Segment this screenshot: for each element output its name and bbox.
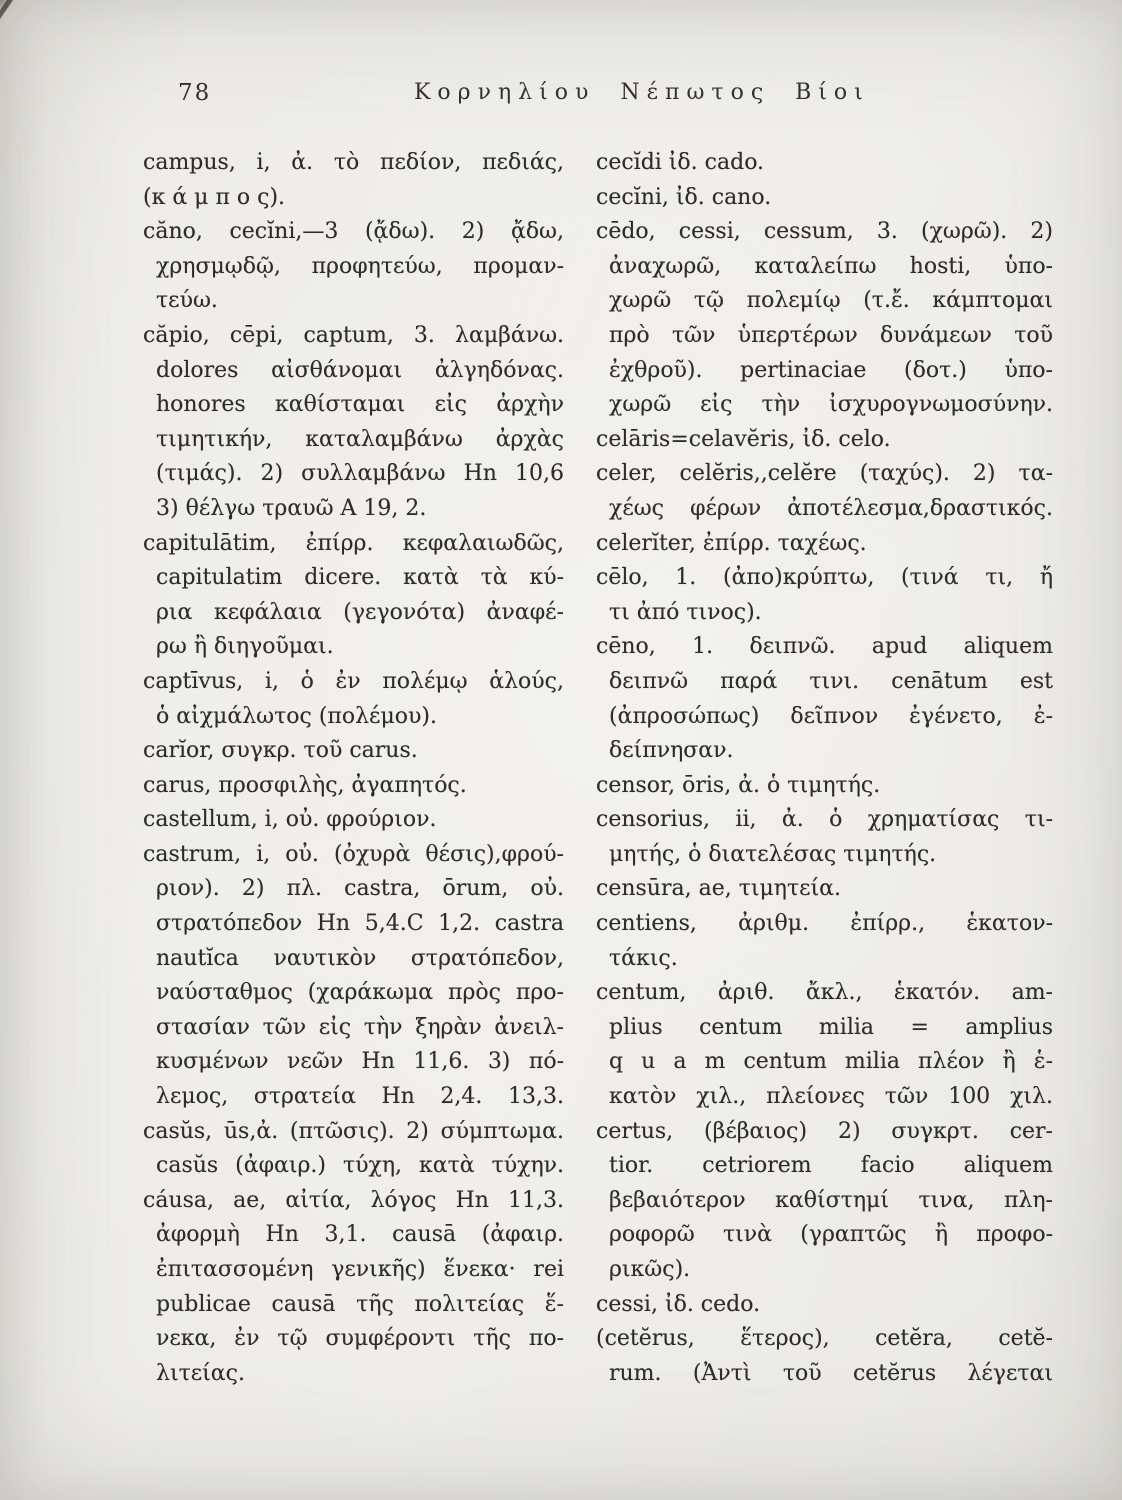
text-line: 3) θέλγω τραυῶ Α 19, 2. <box>156 495 427 521</box>
text-line: δειπνῶ παρά τινι. cenātum est <box>609 668 1053 694</box>
text-line: (ἀπροσώπως) δεῖπνον ἐγένετο, ἐ- <box>609 703 1053 729</box>
text-line: cecĭni, ἰδ. cano. <box>596 184 772 210</box>
text-line: ναύσταθμος (χαράκωμα πρὸς προ- <box>156 980 564 1006</box>
text-line: celāris=celavĕris, ἰδ. celo. <box>596 426 891 452</box>
text-line: publicae causā τῆς πολιτείας ἕ- <box>156 1291 564 1317</box>
text-line: rum. (Ἀντὶ τοῦ cetĕrus λέγεται <box>609 1360 1053 1386</box>
text-line: cēlo, 1. (ἀπο)κρύπτω, (τινά τι, ἤ <box>596 565 1053 591</box>
text-line: τάκις. <box>609 945 678 971</box>
text-line: πρὸ τῶν ὑπερτέρων δυνάμεων τοῦ <box>609 322 1053 348</box>
text-line: χέως φέρων ἀποτέλεσμα,δραστικός. <box>609 495 1053 521</box>
text-line: centum, ἀριθ. ἄκλ., ἑκατόν. am- <box>596 980 1053 1006</box>
text-line: λεμος, στρατεία Hn 2,4. 13,3. <box>156 1084 564 1110</box>
running-title: Κορνηλίου Νέπωτος Βίοι <box>414 80 870 105</box>
text-line: casŭs (ἀφαιρ.) τύχη, κατὰ τύχην. <box>156 1153 564 1179</box>
text-line: căpio, cēpi, captum, 3. λαμβάνω. <box>143 322 564 348</box>
text-line: ριον). 2) πλ. castra, ōrum, οὐ. <box>156 876 564 902</box>
dictionary-column-left <box>143 146 564 1391</box>
text-line: χωρῶ εἰς τὴν ἰσχυρογνωμοσύνην. <box>609 392 1053 418</box>
text-line: ρια κεφάλαια (γεγονότα) ἀναφέ- <box>156 599 564 625</box>
text-line: ἀναχωρῶ, καταλείπω hosti, ὑπο- <box>609 253 1053 279</box>
text-line: carĭor, συγκρ. τοῦ carus. <box>143 738 418 764</box>
text-line: cessi, ἰδ. cedo. <box>596 1291 761 1317</box>
text-line: censor, ōris, ἀ. ὁ τιμητής. <box>596 772 881 798</box>
text-line: cēno, 1. δειπνῶ. apud aliquem <box>596 634 1053 660</box>
text-line: κατὸν χιλ., πλείονες τῶν 100 χιλ. <box>609 1084 1053 1110</box>
text-line: tior. cetriorem facio aliquem <box>609 1153 1053 1179</box>
text-line: κυσμένων νεῶν Hn 11,6. 3) πό- <box>156 1049 564 1075</box>
text-line: ἐπιτασσομένη γενικῆς) ἕνεκα· rei <box>156 1257 564 1282</box>
text-line: χρησμῳδῷ, προφητεύω, προμαν- <box>156 253 564 279</box>
text-line: στασίαν τῶν εἰς τὴν ξηρὰν ἀνειλ- <box>156 1014 564 1040</box>
text-line: τεύω. <box>156 288 218 314</box>
text-line: στρατόπεδον Hn 5,4.C 1,2. castra <box>156 911 564 937</box>
text-line: plius centum milia = amplius <box>609 1014 1053 1040</box>
text-line: centiens, ἀριθμ. ἐπίρρ., ἑκατον- <box>596 911 1053 937</box>
text-line: castellum, i, οὐ. φρούριον. <box>143 807 437 833</box>
text-line: λιτείας. <box>156 1360 245 1386</box>
text-line: ρω ἢ διηγοῦμαι. <box>156 634 334 660</box>
text-line: (τιμάς). 2) συλλαμβάνω Hn 10,6 <box>156 461 564 487</box>
text-line: ἐχθροῦ). pertinaciae (δοτ.) ὑπο- <box>609 357 1053 383</box>
text-line: νεκα, ἐν τῷ συμφέροντι τῆς πο- <box>156 1326 564 1352</box>
text-line: ὁ αἰχμάλωτος (πολέμου). <box>156 703 437 729</box>
text-line: (cetĕrus, ἕτερος), cetĕra, cetĕ- <box>596 1326 1053 1352</box>
text-line: cáusa, ae, αἰτία, λόγος Hn 11,3. <box>143 1187 564 1213</box>
text-line: q u a m centum milia πλέον ἢ ἑ- <box>609 1049 1053 1075</box>
text-line: ροφορῶ τινὰ (γραπτῶς ἢ προφο- <box>609 1222 1053 1248</box>
scan-corner-shadow <box>0 0 16 14</box>
text-line: capitulatim dicere. κατὰ τὰ κύ- <box>156 565 564 591</box>
text-line: honores καθίσταμαι εἰς ἀρχὴν <box>156 392 564 418</box>
text-line: censorius, ii, ἀ. ὁ χρηματίσας τι- <box>596 807 1053 833</box>
text-line: capitulātim, ἐπίρρ. κεφαλαιωδῶς, <box>143 530 564 556</box>
text-line: χωρῶ τῷ πολεμίῳ (τ.ἔ. κάμπτομαι <box>609 288 1053 314</box>
text-line: censūra, ae, τιμητεία. <box>596 876 842 902</box>
text-line: dolores αἰσθάνομαι ἀλγηδόνας. <box>156 357 564 383</box>
text-line: μητής, ὁ διατελέσας τιμητής. <box>609 841 937 867</box>
text-line: campus, i, ἀ. τὸ πεδίον, πεδιάς, <box>143 150 564 175</box>
text-line: τιμητικήν, καταλαμβάνω ἀρχὰς <box>156 426 564 452</box>
text-line: carus, προσφιλὴς, ἀγαπητός. <box>143 772 467 798</box>
text-line: căno, cecĭni,—3 (ᾄδω). 2) ᾄδω, <box>143 219 564 245</box>
page-number: 78 <box>178 80 212 106</box>
text-line: celerĭter, ἐπίρρ. ταχέως. <box>596 530 867 556</box>
text-line: τι ἀπό τινος). <box>609 599 762 625</box>
text-line: captīvus, i, ὁ ἐν πολέμῳ ἁλούς, <box>143 668 564 694</box>
text-line: celer, celĕris,,celĕre (ταχύς). 2) τα- <box>596 461 1053 487</box>
text-line: cēdo, cessi, cessum, 3. (χωρῶ). 2) <box>596 219 1053 245</box>
text-line: βεβαιότερον καθίστημί τινα, πλη- <box>609 1187 1053 1213</box>
text-line: castrum, i, οὐ. (ὀχυρὰ θέσις),φρού- <box>143 841 564 867</box>
dictionary-column-right <box>596 146 1053 1391</box>
text-line: casŭs, ūs,ἀ. (πτῶσις). 2) σύμπτωμα. <box>143 1118 564 1144</box>
text-line: cecĭdi ἰδ. cado. <box>596 150 765 175</box>
text-line: certus, (βέβαιος) 2) συγκρτ. cer- <box>596 1118 1053 1144</box>
text-line: δείπνησαν. <box>609 738 734 764</box>
text-line: nautĭca ναυτικὸν στρατόπεδον, <box>156 945 564 971</box>
text-line: ἀφορμὴ Hn 3,1. causā (ἀφαιρ. <box>156 1222 564 1248</box>
text-line: ρικῶς). <box>609 1257 691 1282</box>
text-line: (κ ά μ π ο ς). <box>143 184 286 210</box>
